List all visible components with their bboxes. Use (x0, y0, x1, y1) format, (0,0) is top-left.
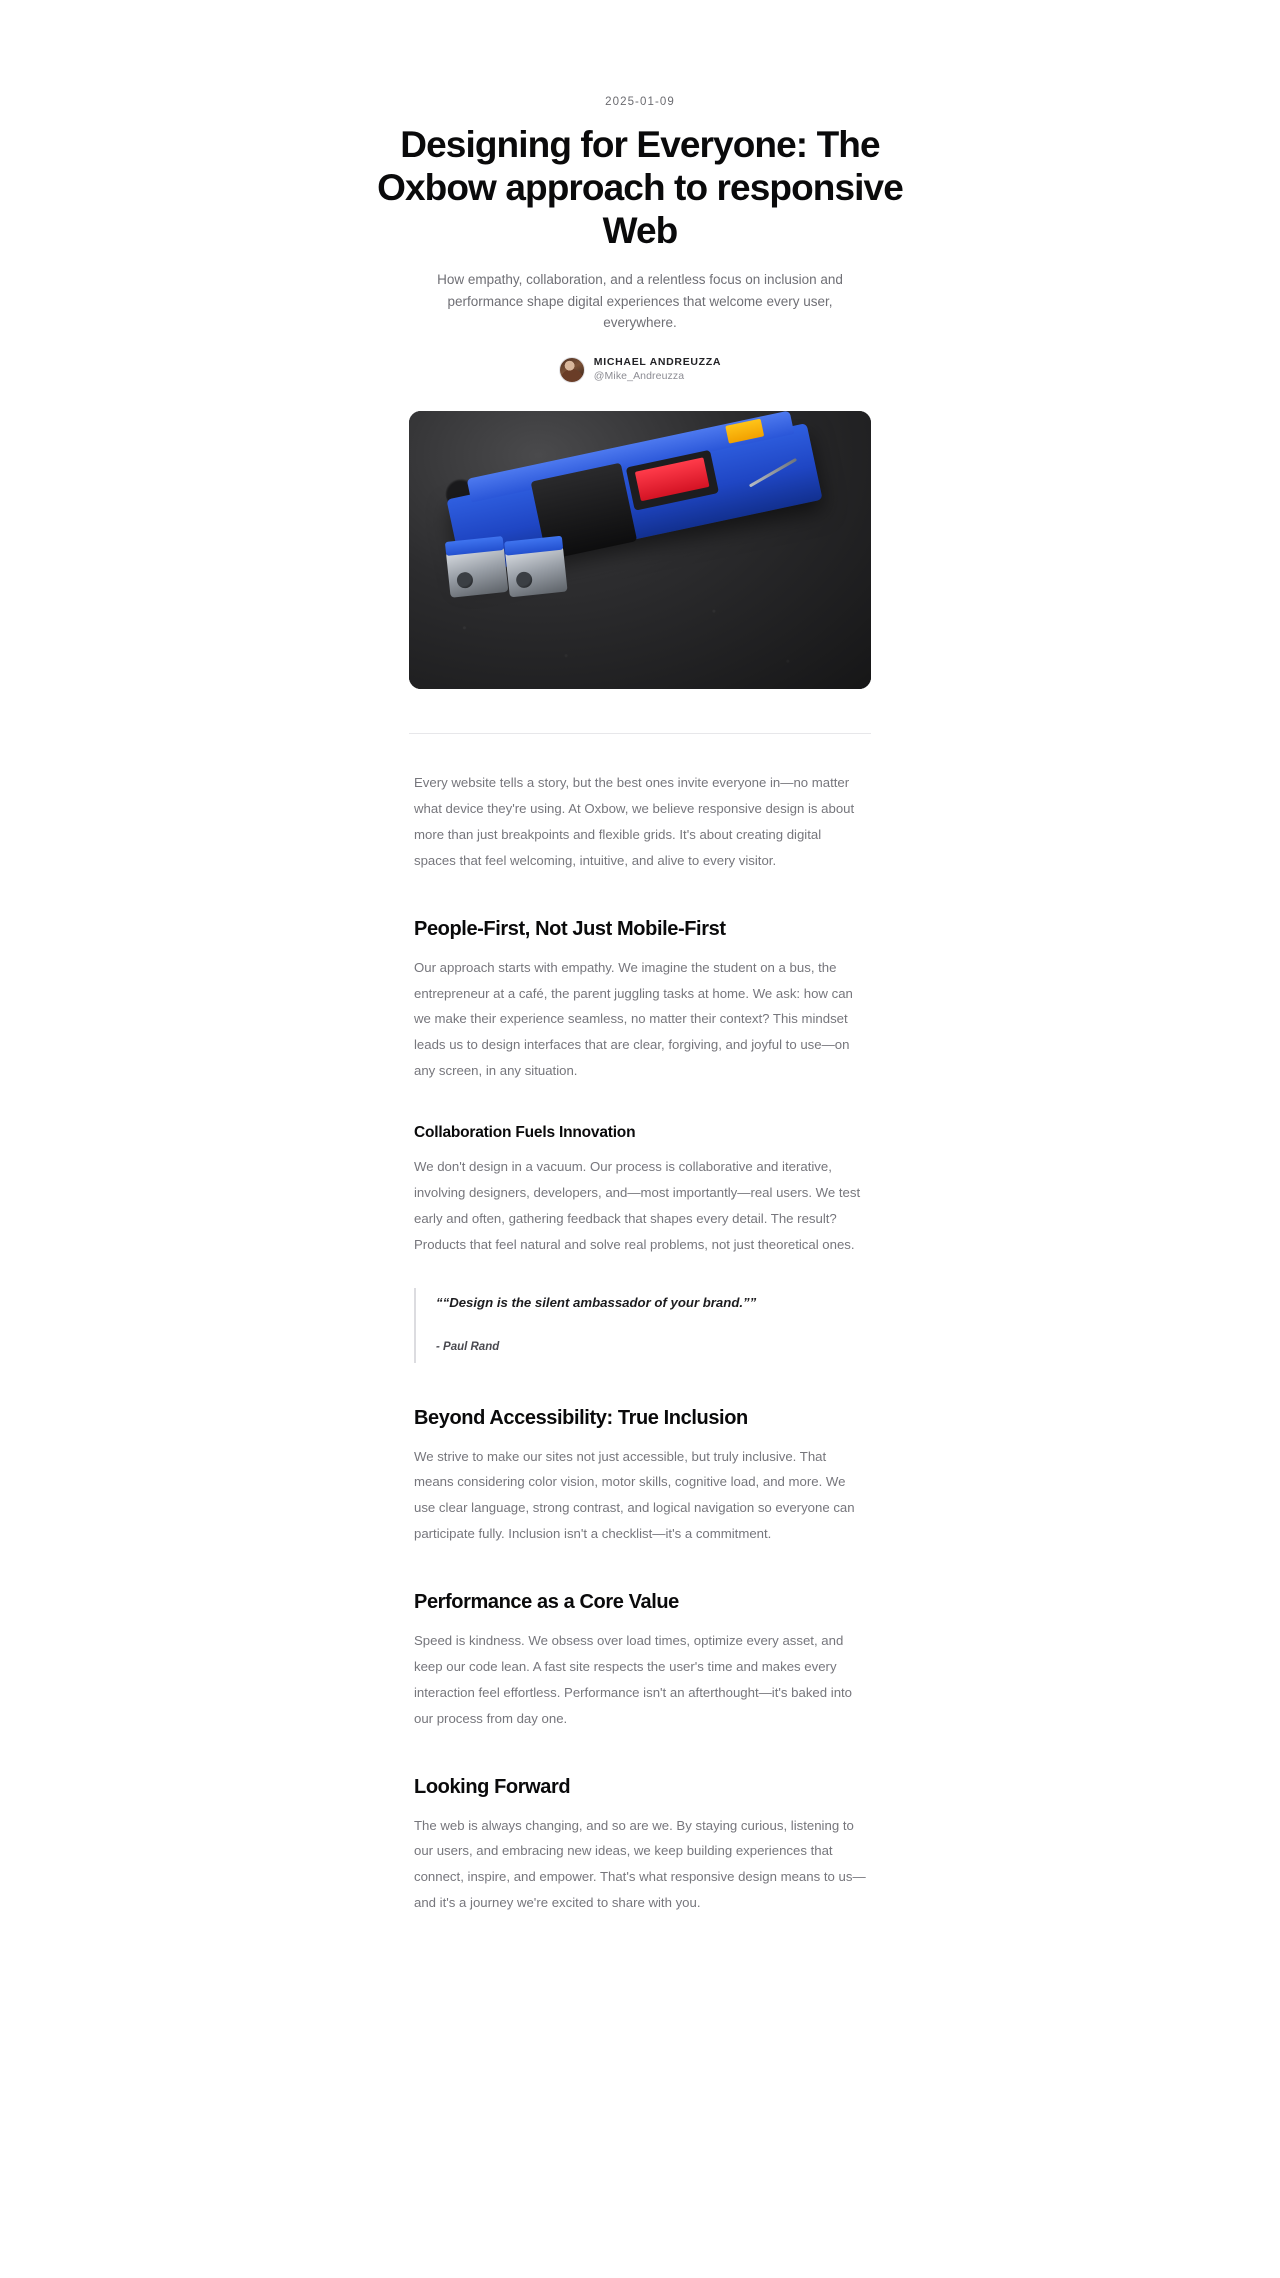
page-title: Designing for Everyone: The Oxbow approach to responsive Web (377, 124, 903, 251)
intro-paragraph: Every website tells a story, but the best ones invite everyone in—no matter what device they're using. At Oxbow, we believe responsive design is about more than just breakpoints and flexible grids. It's about creating digital spaces that feel welcoming, intuitive, and alive to every visitor. (414, 775, 855, 868)
post-date: 2025-01-09 (605, 96, 675, 108)
author-meta (594, 356, 721, 383)
author-handle[interactable]: @Mike_Andreuzza (593, 369, 685, 382)
article (306, 96, 974, 2056)
bottom-spacer (414, 1916, 866, 2056)
section-heading-people-first: People‑First, Not Just Mobile‑First (414, 917, 726, 940)
avatar (559, 357, 585, 383)
device-clamp (505, 546, 567, 598)
author-name: MICHAEL ANDREUZZA (593, 356, 722, 369)
quote-author: - Paul Rand (436, 1340, 500, 1353)
device-clamp (446, 546, 508, 598)
section-body-performance: Speed is kindness. We obsess over load times, optimize every asset, and keep our code lean. A fast site respects the user's time and makes every interaction feel effortless. Performance isn't an afterthought—it's baked into our process from day one. (414, 1633, 853, 1726)
hero-image (409, 411, 871, 689)
quote-text: ““Design is the silent ambassador of your brand.”” (436, 1294, 757, 1310)
section-heading-inclusion: Beyond Accessibility: True Inclusion (414, 1406, 748, 1429)
section-body-inclusion: We strive to make our sites not just accessible, but truly inclusive. That means considering color vision, motor skills, cognitive load, and more. We use clear language, strong contrast, and logical navigation so everyone can participate fully. Inclusion isn't a checklist—it's a commitment. (414, 1448, 855, 1542)
section-heading-performance: Performance as a Core Value (414, 1591, 679, 1614)
article-body (414, 734, 866, 2056)
section-heading-looking-forward: Looking Forward (414, 1775, 571, 1798)
section-heading-collaboration: Collaboration Fuels Innovation (414, 1124, 636, 1142)
post-subtitle: How empathy, collaboration, and a relentless focus on inclusion and performance shape digital experiences that welcome every user, everywhere. (437, 271, 843, 331)
section-body-looking-forward: The web is always changing, and so are we. By staying curious, listening to our users, and embracing new ideas, we keep building experiences that connect, inspire, and empower. That's what responsive design means to us—and it's a journey we're excited to share with you. (414, 1817, 866, 1911)
section-body-people-first: Our approach starts with empathy. We imagine the student on a bus, the entrepreneur at a café, the parent juggling tasks at home. We ask: how can we make their experience seamless, no matter their context? This mindset leads us to design interfaces that are clear, forgiving, and joyful to use—on any screen, in any situation. (414, 959, 853, 1079)
clamp-knob (515, 571, 533, 589)
author-row[interactable] (306, 356, 974, 383)
clamp-knob (456, 572, 474, 590)
section-body-collaboration: We don't design in a vacuum. Our process is collaborative and iterative, involving designers, developers, and—most importantly—real users. We test early and often, gathering feedback that shapes every detail. The result? Products that feel natural and solve real problems, not just theoretical ones. (414, 1159, 861, 1252)
pull-quote (414, 1288, 866, 1363)
